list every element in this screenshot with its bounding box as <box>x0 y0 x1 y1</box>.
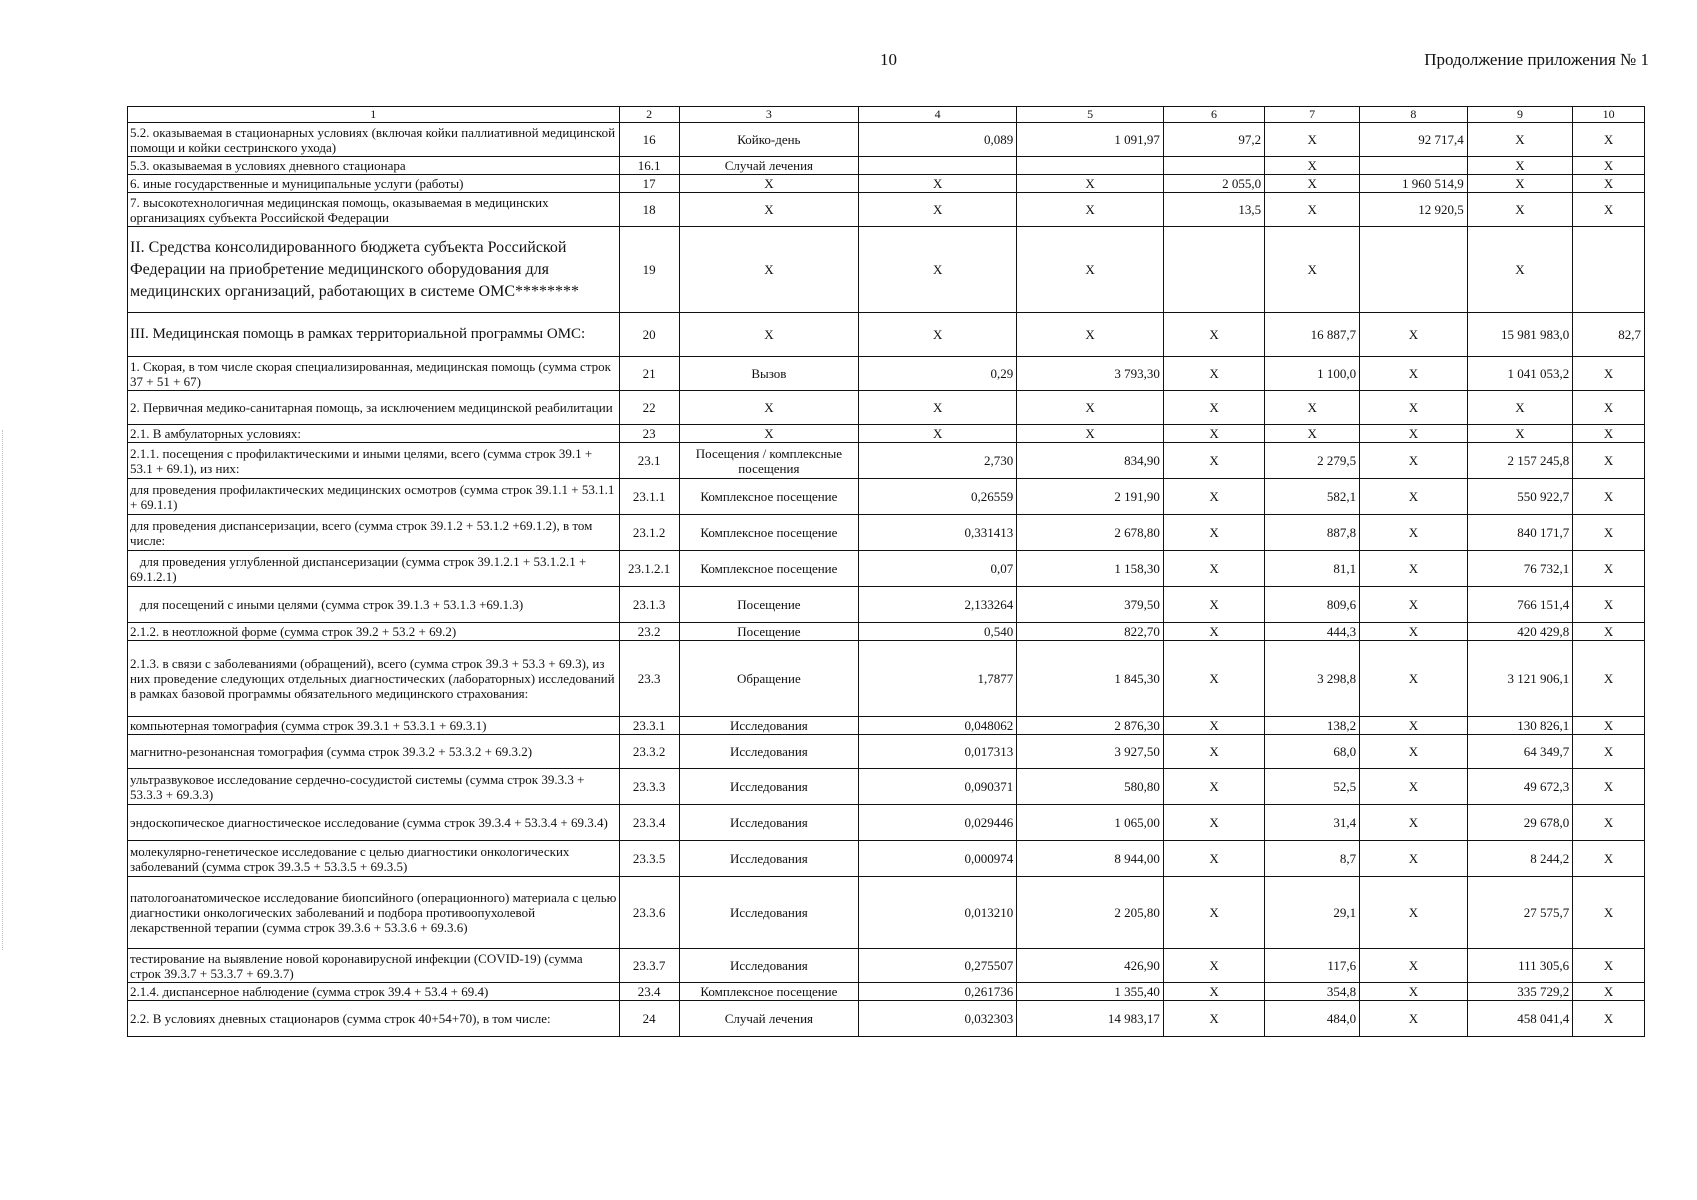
table-cell-col-7: 2 279,5 <box>1265 443 1360 479</box>
table-cell-col-3: Случай лечения <box>679 157 858 175</box>
table-cell-col-3: Исследования <box>679 735 858 769</box>
table-cell-col-2: 21 <box>619 357 679 391</box>
table-cell-col-10: Х <box>1573 949 1645 983</box>
table-cell-col-7: Х <box>1265 391 1360 425</box>
table-cell-col-6: Х <box>1163 623 1264 641</box>
table-cell-col-6: 97,2 <box>1163 123 1264 157</box>
table-cell-col-5: Х <box>1017 193 1164 227</box>
table-row <box>128 443 1645 479</box>
table-cell-col-4: 0,07 <box>859 551 1017 587</box>
table-cell-col-10: Х <box>1573 357 1645 391</box>
table-cell-col-2: 23.3.3 <box>619 769 679 805</box>
table-row <box>128 425 1645 443</box>
table-cell-col-5: Х <box>1017 313 1164 357</box>
table-cell-col-5: 3 927,50 <box>1017 735 1164 769</box>
table-cell-col-9: 840 171,7 <box>1467 515 1572 551</box>
table-cell-col-5: 8 944,00 <box>1017 841 1164 877</box>
table-cell-col-5: 1 355,40 <box>1017 983 1164 1001</box>
table-cell-col-5: 834,90 <box>1017 443 1164 479</box>
table-cell-col-4: Х <box>859 193 1017 227</box>
table-cell-col-10: Х <box>1573 551 1645 587</box>
table-row <box>128 551 1645 587</box>
table-cell-col-2: 22 <box>619 391 679 425</box>
table-cell-col-8: Х <box>1360 425 1468 443</box>
table-cell-col-6: Х <box>1163 443 1264 479</box>
table-cell-col-2: 23.3.2 <box>619 735 679 769</box>
table-cell-col-2: 17 <box>619 175 679 193</box>
table-row <box>128 123 1645 157</box>
table-cell-col-1: для посещений с иными целями (сумма строк 39.1.3 + 53.1.3 +69.1.3) <box>128 587 620 623</box>
table-cell-col-5: 1 845,30 <box>1017 641 1164 717</box>
table-row <box>128 983 1645 1001</box>
table-cell-col-4: 2,730 <box>859 443 1017 479</box>
table-row <box>128 841 1645 877</box>
table-cell-col-3: Х <box>679 391 858 425</box>
table-cell-col-7: 484,0 <box>1265 1001 1360 1037</box>
table-cell-col-5: 1 065,00 <box>1017 805 1164 841</box>
table-cell-col-5: Х <box>1017 227 1164 313</box>
table-cell-col-7: 138,2 <box>1265 717 1360 735</box>
table-cell-col-8: Х <box>1360 357 1468 391</box>
table-cell-col-9: Х <box>1467 227 1572 313</box>
table-cell-col-3: Посещение <box>679 623 858 641</box>
table-cell-col-9: 766 151,4 <box>1467 587 1572 623</box>
table-cell-col-2: 23.3.4 <box>619 805 679 841</box>
table-cell-col-4: Х <box>859 175 1017 193</box>
table-cell-col-7: 887,8 <box>1265 515 1360 551</box>
table-cell-col-3: Х <box>679 425 858 443</box>
table-cell-col-6: 2 055,0 <box>1163 175 1264 193</box>
table-cell-col-9: Х <box>1467 157 1572 175</box>
table-cell-col-9: 29 678,0 <box>1467 805 1572 841</box>
scan-edge-marks <box>2 430 5 950</box>
table-cell-col-1: 2.1.2. в неотложной форме (сумма строк 39.2 + 53.2 + 69.2) <box>128 623 620 641</box>
table-cell-col-4: 2,133264 <box>859 587 1017 623</box>
table-cell-col-9: 1 041 053,2 <box>1467 357 1572 391</box>
table-cell-col-1: 2.1.4. диспансерное наблюдение (сумма строк 39.4 + 53.4 + 69.4) <box>128 983 620 1001</box>
table-row <box>128 805 1645 841</box>
table-cell-col-9: Х <box>1467 425 1572 443</box>
table-cell-col-10: Х <box>1573 479 1645 515</box>
table-cell-col-1: 2. Первичная медико-санитарная помощь, за исключением медицинской реабилитации <box>128 391 620 425</box>
table-cell-col-3: Койко-день <box>679 123 858 157</box>
table-cell-col-5: Х <box>1017 425 1164 443</box>
table-cell-col-9: 76 732,1 <box>1467 551 1572 587</box>
table-cell-col-6: Х <box>1163 717 1264 735</box>
table-cell-col-10 <box>1573 227 1645 313</box>
table-cell-col-8: Х <box>1360 623 1468 641</box>
table-cell-col-4: 0,048062 <box>859 717 1017 735</box>
table-cell-col-6: Х <box>1163 983 1264 1001</box>
column-header: 8 <box>1360 107 1468 123</box>
table-cell-col-10: Х <box>1573 425 1645 443</box>
table-cell-col-7: Х <box>1265 193 1360 227</box>
table-cell-col-1: 7. высокотехнологичная медицинская помощь, оказываемая в медицинских организациях субъекта Российской Федерации <box>128 193 620 227</box>
table-cell-col-5: 2 191,90 <box>1017 479 1164 515</box>
table-cell-col-1: для проведения углубленной диспансеризации (сумма строк 39.1.2.1 + 53.1.2.1 + 69.1.2.1) <box>128 551 620 587</box>
table-cell-col-8: Х <box>1360 949 1468 983</box>
table-cell-col-3: Исследования <box>679 805 858 841</box>
table-cell-col-6: Х <box>1163 313 1264 357</box>
table-body <box>128 107 1645 1037</box>
table-cell-col-7: 117,6 <box>1265 949 1360 983</box>
table-row <box>128 193 1645 227</box>
table-cell-col-8: Х <box>1360 735 1468 769</box>
table-row <box>128 479 1645 515</box>
table-cell-col-2: 23.2 <box>619 623 679 641</box>
table-cell-col-2: 16 <box>619 123 679 157</box>
table-cell-col-10: Х <box>1573 983 1645 1001</box>
table-row <box>128 587 1645 623</box>
table-cell-col-5: 426,90 <box>1017 949 1164 983</box>
table-cell-col-7: 809,6 <box>1265 587 1360 623</box>
table-cell-col-2: 23.3.1 <box>619 717 679 735</box>
table-cell-col-4: 0,331413 <box>859 515 1017 551</box>
table-cell-col-6: Х <box>1163 425 1264 443</box>
table-cell-col-6: 13,5 <box>1163 193 1264 227</box>
column-header: 7 <box>1265 107 1360 123</box>
column-header: 5 <box>1017 107 1164 123</box>
table-row <box>128 623 1645 641</box>
table-cell-col-8: Х <box>1360 805 1468 841</box>
table-cell-col-4: 0,540 <box>859 623 1017 641</box>
table-cell-col-2: 23.1.2 <box>619 515 679 551</box>
table-cell-col-3: Х <box>679 193 858 227</box>
table-cell-col-9: 130 826,1 <box>1467 717 1572 735</box>
table-cell-col-7: 354,8 <box>1265 983 1360 1001</box>
table-cell-col-5: 3 793,30 <box>1017 357 1164 391</box>
table-cell-col-10: 82,7 <box>1573 313 1645 357</box>
table-row <box>128 357 1645 391</box>
table-cell-col-7: 16 887,7 <box>1265 313 1360 357</box>
table-cell-col-7: 81,1 <box>1265 551 1360 587</box>
table-cell-col-1: 2.2. В условиях дневных стационаров (сумма строк 40+54+70), в том числе: <box>128 1001 620 1037</box>
table-cell-col-8: 12 920,5 <box>1360 193 1468 227</box>
table-cell-col-7: Х <box>1265 227 1360 313</box>
table-row <box>128 157 1645 175</box>
table-cell-col-8: Х <box>1360 983 1468 1001</box>
table-header-row <box>128 107 1645 123</box>
table-cell-col-1: 2.1. В амбулаторных условиях: <box>128 425 620 443</box>
table-cell-col-8: Х <box>1360 479 1468 515</box>
table-cell-col-1: 5.2. оказываемая в стационарных условиях (включая койки паллиативной медицинской помощи и койки сестринского ухода) <box>128 123 620 157</box>
table-cell-col-10: Х <box>1573 623 1645 641</box>
table-cell-col-8: Х <box>1360 769 1468 805</box>
table-cell-col-4: 1,7877 <box>859 641 1017 717</box>
table-cell-col-8: Х <box>1360 551 1468 587</box>
table-cell-col-3: Комплексное посещение <box>679 551 858 587</box>
table-cell-col-8: Х <box>1360 391 1468 425</box>
table-cell-col-6: Х <box>1163 587 1264 623</box>
table-cell-col-10: Х <box>1573 641 1645 717</box>
table-cell-col-4: Х <box>859 313 1017 357</box>
table-cell-col-7: 29,1 <box>1265 877 1360 949</box>
page-number: 10 <box>880 50 897 69</box>
table-cell-col-1: 2.1.1. посещения с профилактическими и иными целями, всего (сумма строк 39.1 + 53.1 + 69.1), из них: <box>128 443 620 479</box>
column-header: 6 <box>1163 107 1264 123</box>
table-cell-col-6: Х <box>1163 841 1264 877</box>
table-cell-col-1: компьютерная томография (сумма строк 39.3.1 + 53.3.1 + 69.3.1) <box>128 717 620 735</box>
table-cell-col-10: Х <box>1573 735 1645 769</box>
table-cell-col-3: Посещение <box>679 587 858 623</box>
table-cell-col-1: молекулярно-генетическое исследование с целью диагностики онкологических заболеваний (сумма строк 39.3.5 + 53.3.5 + 69.3.5) <box>128 841 620 877</box>
table-row <box>128 227 1645 313</box>
table-cell-col-3: Х <box>679 313 858 357</box>
table-cell-col-6: Х <box>1163 949 1264 983</box>
table-cell-col-1: патологоанатомическое исследование биопсийного (операционного) материала с целью диагностики онкологических заболеваний и подбора противоопухолевой лекарственной терапии (сумма строк 39.3.6 + 53.3.6 + 69.3.6) <box>128 877 620 949</box>
table-cell-col-3: Исследования <box>679 717 858 735</box>
table-cell-col-5: 2 678,80 <box>1017 515 1164 551</box>
table-cell-col-7: Х <box>1265 425 1360 443</box>
table-cell-col-4: Х <box>859 391 1017 425</box>
table-cell-col-1: эндоскопическое диагностическое исследование (сумма строк 39.3.4 + 53.3.4 + 69.3.4) <box>128 805 620 841</box>
table-cell-col-9: Х <box>1467 193 1572 227</box>
table-cell-col-4: 0,029446 <box>859 805 1017 841</box>
table-cell-col-8: Х <box>1360 841 1468 877</box>
table-cell-col-3: Комплексное посещение <box>679 479 858 515</box>
table-cell-col-2: 23.3.6 <box>619 877 679 949</box>
table-cell-col-3: Посещения / комплексные посещения <box>679 443 858 479</box>
column-header: 1 <box>128 107 620 123</box>
table-cell-col-1: тестирование на выявление новой коронавирусной инфекции (COVID-19) (сумма строк 39.3.7 + 53.3.7 + 69.3.7) <box>128 949 620 983</box>
table-cell-col-3: Х <box>679 175 858 193</box>
table-cell-col-7: 444,3 <box>1265 623 1360 641</box>
table-cell-col-5: 379,50 <box>1017 587 1164 623</box>
table-cell-col-1: для проведения профилактических медицинских осмотров (сумма строк 39.1.1 + 53.1.1 + 69.1.1) <box>128 479 620 515</box>
table-cell-col-9: 550 922,7 <box>1467 479 1572 515</box>
table-cell-col-9: 27 575,7 <box>1467 877 1572 949</box>
column-header: 2 <box>619 107 679 123</box>
table-row <box>128 717 1645 735</box>
table-cell-col-7: 68,0 <box>1265 735 1360 769</box>
table-cell-col-7: 582,1 <box>1265 479 1360 515</box>
table-cell-col-10: Х <box>1573 443 1645 479</box>
table-cell-col-8: Х <box>1360 313 1468 357</box>
table-cell-col-1: 5.3. оказываемая в условиях дневного стационара <box>128 157 620 175</box>
table-cell-col-1: для проведения диспансеризации, всего (сумма строк 39.1.2 + 53.1.2 +69.1.2), в том числе: <box>128 515 620 551</box>
page-continuation-note: Продолжение приложения № 1 <box>1424 50 1649 69</box>
table-row <box>128 313 1645 357</box>
table-cell-col-10: Х <box>1573 717 1645 735</box>
table-cell-col-3: Исследования <box>679 841 858 877</box>
table-cell-col-4: 0,275507 <box>859 949 1017 983</box>
table-cell-col-10: Х <box>1573 841 1645 877</box>
table-cell-col-6 <box>1163 227 1264 313</box>
column-header: 4 <box>859 107 1017 123</box>
table-cell-col-8 <box>1360 157 1468 175</box>
table-cell-col-9: 15 981 983,0 <box>1467 313 1572 357</box>
table-cell-col-7: Х <box>1265 175 1360 193</box>
table-cell-col-6: Х <box>1163 515 1264 551</box>
table-cell-col-9: 3 121 906,1 <box>1467 641 1572 717</box>
table-cell-col-5: 1 158,30 <box>1017 551 1164 587</box>
table-cell-col-9: 335 729,2 <box>1467 983 1572 1001</box>
table-cell-col-10: Х <box>1573 123 1645 157</box>
table-cell-col-1: 2.1.3. в связи с заболеваниями (обращений), всего (сумма строк 39.3 + 53.3 + 69.3), из них проведение следующих отдельных диагностических (лабораторных) исследований в рамках базовой программы обязательного медицинского страхования: <box>128 641 620 717</box>
table-cell-col-4: Х <box>859 425 1017 443</box>
table-cell-col-8: Х <box>1360 641 1468 717</box>
table-cell-col-10: Х <box>1573 515 1645 551</box>
table-cell-col-10: Х <box>1573 157 1645 175</box>
table-cell-col-4: Х <box>859 227 1017 313</box>
table-cell-col-2: 23.1 <box>619 443 679 479</box>
table-cell-col-10: Х <box>1573 1001 1645 1037</box>
table-cell-col-3: Комплексное посещение <box>679 515 858 551</box>
table-row <box>128 949 1645 983</box>
table-cell-col-2: 24 <box>619 1001 679 1037</box>
table-cell-col-6: Х <box>1163 877 1264 949</box>
table-row <box>128 877 1645 949</box>
table-row <box>128 769 1645 805</box>
table-cell-col-3: Комплексное посещение <box>679 983 858 1001</box>
table-cell-col-2: 19 <box>619 227 679 313</box>
table-cell-col-9: 8 244,2 <box>1467 841 1572 877</box>
table-cell-col-6: Х <box>1163 735 1264 769</box>
table-row <box>128 641 1645 717</box>
data-table-container <box>127 106 1645 1037</box>
table-cell-col-7: 52,5 <box>1265 769 1360 805</box>
table-cell-col-5: Х <box>1017 175 1164 193</box>
table-cell-col-4: 0,013210 <box>859 877 1017 949</box>
table-cell-col-3: Случай лечения <box>679 1001 858 1037</box>
table-cell-col-8: Х <box>1360 717 1468 735</box>
table-cell-col-5: Х <box>1017 391 1164 425</box>
table-cell-col-4: 0,032303 <box>859 1001 1017 1037</box>
table-cell-col-8: Х <box>1360 515 1468 551</box>
table-cell-col-10: Х <box>1573 193 1645 227</box>
table-cell-col-5: 580,80 <box>1017 769 1164 805</box>
table-cell-col-8: 92 717,4 <box>1360 123 1468 157</box>
data-table <box>127 106 1645 1037</box>
table-row <box>128 175 1645 193</box>
table-cell-col-6: Х <box>1163 391 1264 425</box>
table-cell-col-3: Исследования <box>679 769 858 805</box>
table-cell-col-9: 64 349,7 <box>1467 735 1572 769</box>
table-cell-col-8: 1 960 514,9 <box>1360 175 1468 193</box>
table-cell-col-7: 3 298,8 <box>1265 641 1360 717</box>
table-cell-col-1: 6. иные государственные и муниципальные услуги (работы) <box>128 175 620 193</box>
table-cell-col-7: Х <box>1265 123 1360 157</box>
table-cell-col-10: Х <box>1573 769 1645 805</box>
table-cell-col-7: 1 100,0 <box>1265 357 1360 391</box>
table-cell-col-6: Х <box>1163 805 1264 841</box>
table-cell-col-4: 0,000974 <box>859 841 1017 877</box>
table-cell-col-7: Х <box>1265 157 1360 175</box>
table-cell-col-9: 49 672,3 <box>1467 769 1572 805</box>
table-cell-col-1: 1. Скорая, в том числе скорая специализированная, медицинская помощь (сумма строк 37 + 51 + 67) <box>128 357 620 391</box>
table-row <box>128 735 1645 769</box>
table-cell-col-8: Х <box>1360 877 1468 949</box>
table-cell-col-2: 23.1.1 <box>619 479 679 515</box>
table-cell-col-2: 23.1.3 <box>619 587 679 623</box>
table-cell-col-1: III. Медицинская помощь в рамках территориальной программы ОМС: <box>128 313 620 357</box>
table-row <box>128 515 1645 551</box>
table-cell-col-1: магнитно-резонансная томография (сумма строк 39.3.2 + 53.3.2 + 69.3.2) <box>128 735 620 769</box>
table-cell-col-4: 0,017313 <box>859 735 1017 769</box>
table-cell-col-9: Х <box>1467 391 1572 425</box>
table-cell-col-9: 111 305,6 <box>1467 949 1572 983</box>
table-cell-col-10: Х <box>1573 587 1645 623</box>
table-cell-col-9: Х <box>1467 175 1572 193</box>
table-cell-col-2: 23.3.7 <box>619 949 679 983</box>
table-cell-col-9: 420 429,8 <box>1467 623 1572 641</box>
table-cell-col-9: Х <box>1467 123 1572 157</box>
table-cell-col-10: Х <box>1573 175 1645 193</box>
table-cell-col-3: Обращение <box>679 641 858 717</box>
table-cell-col-4: 0,089 <box>859 123 1017 157</box>
table-cell-col-6: Х <box>1163 641 1264 717</box>
table-cell-col-7: 31,4 <box>1265 805 1360 841</box>
table-cell-col-10: Х <box>1573 877 1645 949</box>
table-cell-col-5: 2 205,80 <box>1017 877 1164 949</box>
table-cell-col-6 <box>1163 157 1264 175</box>
table-cell-col-6: Х <box>1163 769 1264 805</box>
table-cell-col-4 <box>859 157 1017 175</box>
column-header: 9 <box>1467 107 1572 123</box>
table-cell-col-3: Исследования <box>679 877 858 949</box>
table-cell-col-4: 0,26559 <box>859 479 1017 515</box>
table-cell-col-2: 23.4 <box>619 983 679 1001</box>
table-cell-col-2: 23.3 <box>619 641 679 717</box>
table-row <box>128 391 1645 425</box>
table-cell-col-8 <box>1360 227 1468 313</box>
table-cell-col-2: 23.3.5 <box>619 841 679 877</box>
table-cell-col-6: Х <box>1163 551 1264 587</box>
table-cell-col-5 <box>1017 157 1164 175</box>
table-cell-col-6: Х <box>1163 357 1264 391</box>
table-cell-col-2: 16.1 <box>619 157 679 175</box>
table-cell-col-5: 2 876,30 <box>1017 717 1164 735</box>
table-cell-col-2: 20 <box>619 313 679 357</box>
table-cell-col-8: Х <box>1360 443 1468 479</box>
table-cell-col-2: 18 <box>619 193 679 227</box>
table-cell-col-5: 14 983,17 <box>1017 1001 1164 1037</box>
table-cell-col-1: II. Средства консолидированного бюджета субъекта Российской Федерации на приобретение медицинского оборудования для медицинских организаций, работающих в системе ОМС******** <box>128 227 620 313</box>
table-cell-col-10: Х <box>1573 391 1645 425</box>
table-cell-col-2: 23 <box>619 425 679 443</box>
table-cell-col-9: 2 157 245,8 <box>1467 443 1572 479</box>
table-cell-col-4: 0,261736 <box>859 983 1017 1001</box>
table-cell-col-3: Х <box>679 227 858 313</box>
table-cell-col-7: 8,7 <box>1265 841 1360 877</box>
column-header: 3 <box>679 107 858 123</box>
table-cell-col-8: Х <box>1360 1001 1468 1037</box>
table-row <box>128 1001 1645 1037</box>
table-cell-col-5: 822,70 <box>1017 623 1164 641</box>
table-cell-col-9: 458 041,4 <box>1467 1001 1572 1037</box>
table-cell-col-1: ультразвуковое исследование сердечно-сосудистой системы (сумма строк 39.3.3 + 53.3.3 + 69.3.3) <box>128 769 620 805</box>
table-cell-col-4: 0,29 <box>859 357 1017 391</box>
table-cell-col-3: Исследования <box>679 949 858 983</box>
table-cell-col-2: 23.1.2.1 <box>619 551 679 587</box>
table-cell-col-8: Х <box>1360 587 1468 623</box>
table-cell-col-10: Х <box>1573 805 1645 841</box>
table-cell-col-3: Вызов <box>679 357 858 391</box>
table-cell-col-6: Х <box>1163 479 1264 515</box>
column-header: 10 <box>1573 107 1645 123</box>
table-cell-col-5: 1 091,97 <box>1017 123 1164 157</box>
table-cell-col-6: Х <box>1163 1001 1264 1037</box>
table-cell-col-4: 0,090371 <box>859 769 1017 805</box>
